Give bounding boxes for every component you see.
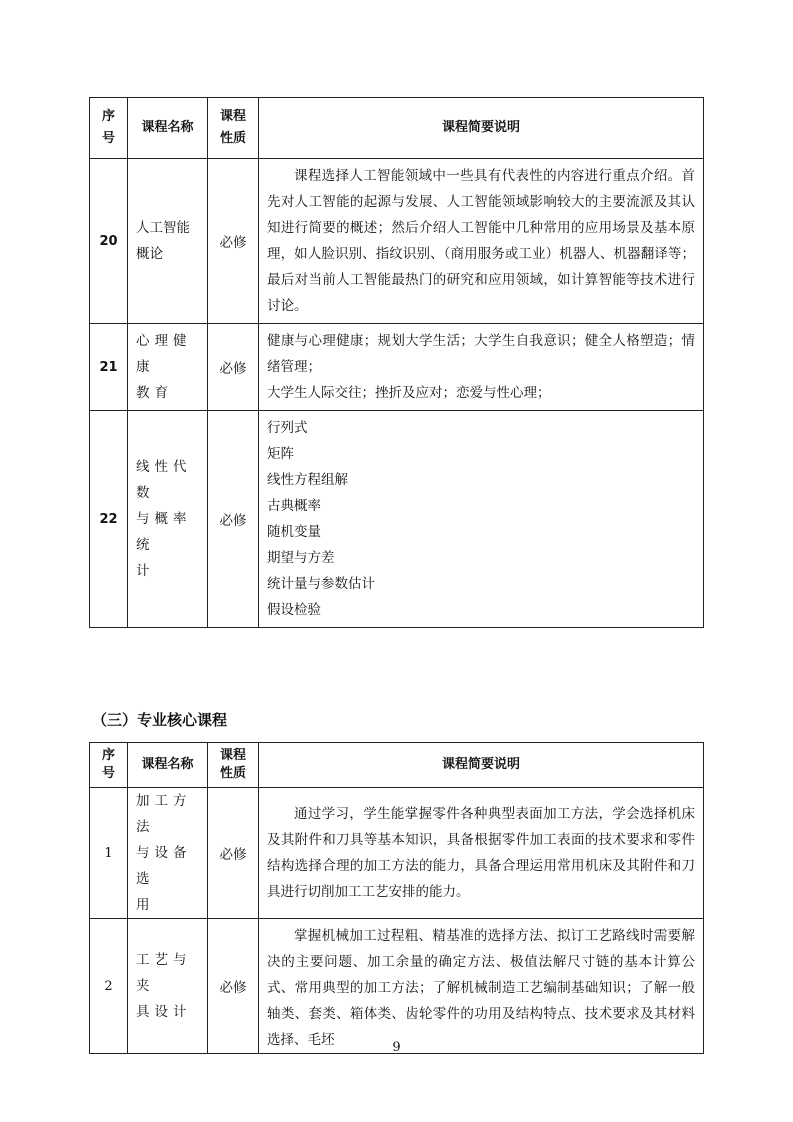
desc-line: 假设检验 <box>267 602 321 618</box>
table-row <box>90 919 704 1054</box>
desc-line: 行列式 <box>267 420 308 436</box>
table-row <box>90 159 704 324</box>
header-name: 课程名称 <box>128 743 208 788</box>
row-name: 工艺与夹 具设计 <box>128 919 208 1054</box>
desc-line: 矩阵 <box>267 446 294 462</box>
table-row <box>90 411 704 628</box>
row-num: 1 <box>90 788 128 919</box>
header-num: 序 号 <box>90 98 128 159</box>
table-header-row <box>90 98 704 159</box>
header-desc: 课程简要说明 <box>259 98 704 159</box>
header-name: 课程名称 <box>128 98 208 159</box>
desc-line: 统计量与参数估计 <box>267 576 375 592</box>
row-type: 必修 <box>208 919 259 1054</box>
table-header-row <box>90 743 704 788</box>
table-row <box>90 324 704 411</box>
core-courses-table <box>89 742 704 1054</box>
row-type: 必修 <box>208 159 259 324</box>
row-num: 2 <box>90 919 128 1054</box>
row-name: 心理健康 教育 <box>128 324 208 411</box>
row-desc <box>259 411 704 628</box>
row-name: 人工智能 概论 <box>128 159 208 324</box>
header-type: 课程 性质 <box>208 743 259 788</box>
desc-line: 线性方程组解 <box>267 472 348 488</box>
row-num: 20 <box>90 159 128 324</box>
row-type: 必修 <box>208 788 259 919</box>
general-courses-table <box>89 97 704 628</box>
desc-line: 随机变量 <box>267 524 321 540</box>
header-type: 课程 性质 <box>208 98 259 159</box>
row-num: 22 <box>90 411 128 628</box>
section-heading: （三）专业核心课程 <box>92 711 228 729</box>
row-type: 必修 <box>208 324 259 411</box>
row-desc: 通过学习，学生能掌握零件各种典型表面加工方法，学会选择机床及其附件和刀具等基本知识，具备根据零件加工表面的技术要求和零件结构选择合理的加工方法的能力，具备合理运用常用机床及其附件和刀具进行切削加工工艺安排的能力。 <box>259 788 704 919</box>
header-desc: 课程简要说明 <box>259 743 704 788</box>
desc-line: 健康与心理健康；规划大学生活；大学生自我意识；健全人格塑造；情绪管理； <box>267 333 695 375</box>
page-number: 9 <box>392 1040 401 1055</box>
row-desc: 课程选择人工智能领域中一些具有代表性的内容进行重点介绍。首先对人工智能的起源与发展、人工智能领域影响较大的主要流派及其认知进行简要的概述；然后介绍人工智能中几种常用的应用场景及基本原理，如人脸识别、指纹识别、（商用服务或工业）机器人、机器翻译等；最后对当前人工智能最热门的研究和应用领域，如计算智能等技术进行讨论。 <box>259 159 704 324</box>
desc-line: 古典概率 <box>267 498 321 514</box>
desc-line: 大学生人际交往；挫折及应对；恋爱与性心理； <box>267 385 551 401</box>
row-desc <box>259 324 704 411</box>
desc-line: 期望与方差 <box>267 550 335 566</box>
row-desc: 掌握机械加工过程粗、精基准的选择方法、拟订工艺路线时需要解决的主要问题、加工余量的确定方法、极值法解尺寸链的基本计算公式、常用典型的加工方法；了解机械制造工艺编制基础知识；了解一般轴类、套类、箱体类、齿轮零件的功用及结构特点、技术要求及其材料选择、毛坯 <box>259 919 704 1054</box>
row-name: 线性代数 与概率统 计 <box>128 411 208 628</box>
table-row <box>90 788 704 919</box>
row-num: 21 <box>90 324 128 411</box>
row-name: 加工方法 与设备选 用 <box>128 788 208 919</box>
row-type: 必修 <box>208 411 259 628</box>
header-num: 序 号 <box>90 743 128 788</box>
